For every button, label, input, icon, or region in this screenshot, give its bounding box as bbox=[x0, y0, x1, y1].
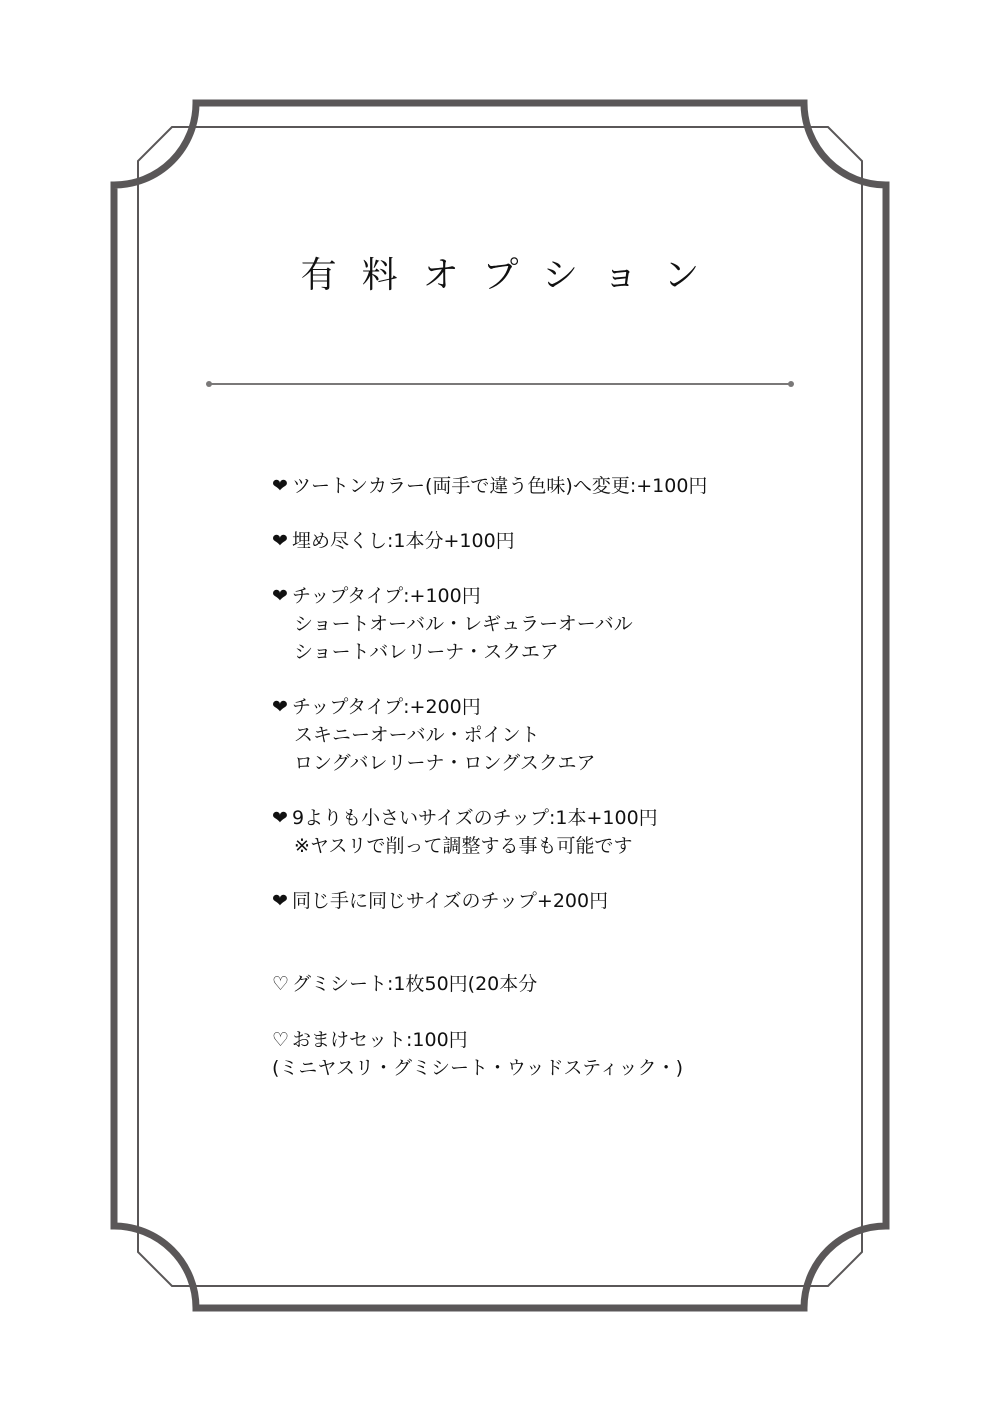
option-item bbox=[272, 887, 608, 915]
heart-icon: ❤ bbox=[272, 807, 288, 829]
heart-icon: ❤ bbox=[272, 890, 288, 912]
title-divider bbox=[200, 376, 800, 392]
heart-icon: ❤ bbox=[272, 475, 288, 497]
option-label: 9よりも小さいサイズのチップ:1本+100円 bbox=[292, 807, 658, 829]
option-label: チップタイプ:+100円 bbox=[292, 585, 481, 607]
option-item bbox=[272, 1026, 683, 1082]
heart-icon: ❤ bbox=[272, 530, 288, 552]
page-title: 有料オプション bbox=[300, 255, 725, 296]
option-note: ※ヤスリで削って調整する事も可能です bbox=[294, 835, 633, 857]
option-item bbox=[272, 804, 658, 860]
option-detail: スキニーオーバル・ポイント bbox=[294, 724, 540, 746]
option-label: グミシート:1枚50円(20本分 bbox=[292, 973, 538, 995]
option-item bbox=[272, 527, 515, 555]
option-label: 埋め尽くし:1本分+100円 bbox=[292, 530, 515, 552]
option-item bbox=[272, 472, 707, 500]
option-detail: (ミニヤスリ・グミシート・ウッドスティック・) bbox=[272, 1057, 683, 1079]
option-detail: ロングバレリーナ・ロングスクエア bbox=[294, 752, 596, 774]
option-detail: ショートバレリーナ・スクエア bbox=[294, 641, 559, 663]
option-item bbox=[272, 693, 596, 777]
heart-icon: ❤ bbox=[272, 696, 288, 718]
option-detail: ショートオーバル・レギュラーオーバル bbox=[294, 613, 633, 635]
option-item bbox=[272, 970, 537, 998]
heart-icon: ❤ bbox=[272, 585, 288, 607]
heart-outline-icon: ♡ bbox=[272, 1029, 290, 1051]
option-label: 同じ手に同じサイズのチップ+200円 bbox=[292, 890, 609, 912]
option-label: チップタイプ:+200円 bbox=[292, 696, 481, 718]
option-label: ツートンカラー(両手で違う色味)へ変更:+100円 bbox=[292, 475, 708, 497]
heart-outline-icon: ♡ bbox=[272, 973, 290, 995]
option-label: おまけセット:100円 bbox=[292, 1029, 468, 1051]
option-item bbox=[272, 582, 633, 666]
